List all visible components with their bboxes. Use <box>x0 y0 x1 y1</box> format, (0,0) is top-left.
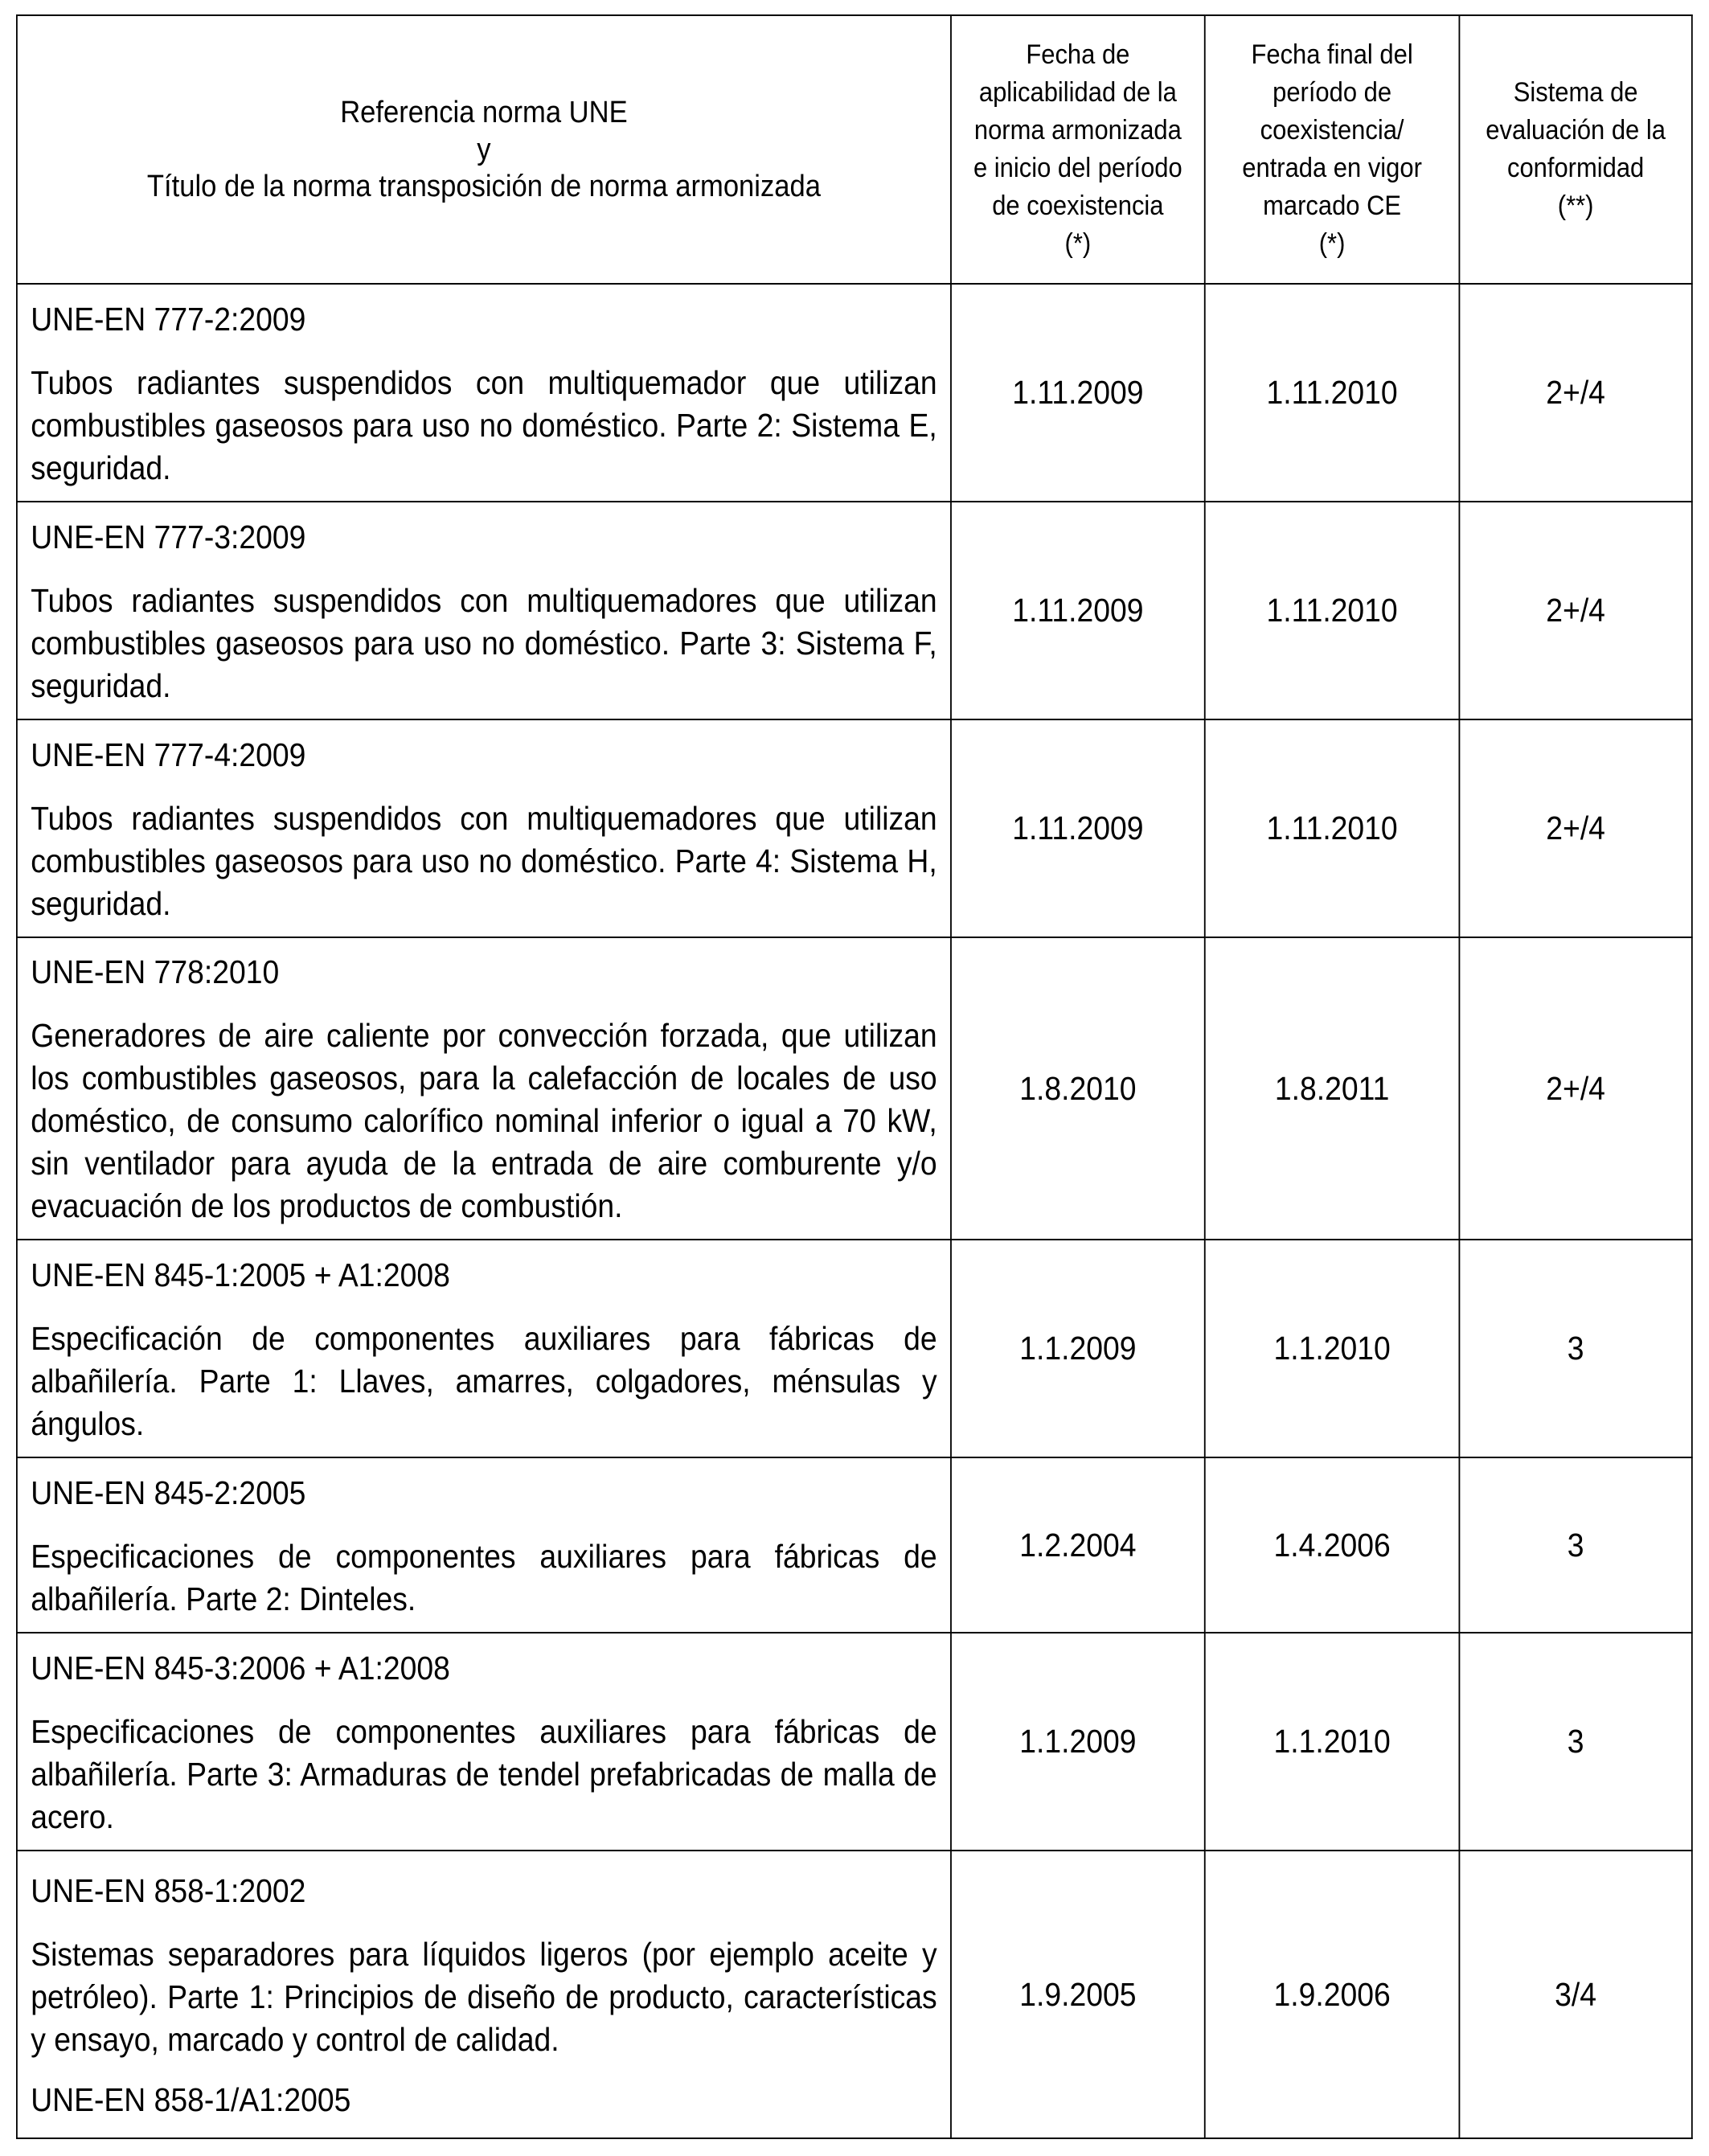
standard-code: UNE-EN 845-3:2006 + A1:2008 <box>31 1649 450 1687</box>
table-row <box>17 1851 1692 2138</box>
conformity-system: 2+/4 <box>1459 937 1691 1240</box>
standard-code: UNE-EN 858-1:2002 <box>31 1871 306 1909</box>
table-row <box>17 937 1692 1240</box>
header-applicability-footnote: (*) <box>1064 228 1092 259</box>
header-end-line: período de <box>1273 77 1392 108</box>
standard-code: UNE-EN 777-3:2009 <box>31 518 306 555</box>
applicability-date: 1.8.2010 <box>951 937 1205 1240</box>
header-row <box>17 15 1692 284</box>
table-row <box>17 284 1692 502</box>
header-reference <box>17 15 951 284</box>
end-date: 1.4.2006 <box>1205 1457 1460 1633</box>
header-system-line: evaluación de la <box>1486 115 1666 146</box>
applicability-date: 1.2.2004 <box>951 1457 1205 1633</box>
applicability-date: 1.11.2009 <box>951 719 1205 937</box>
standard-code: UNE-EN 845-2:2005 <box>31 1474 306 1511</box>
standard-amendment: UNE-EN 858-1/A1:2005 <box>31 2080 351 2118</box>
applicability-date: 1.1.2009 <box>951 1633 1205 1851</box>
conformity-system: 3 <box>1459 1240 1691 1457</box>
conformity-system: 2+/4 <box>1459 284 1691 502</box>
header-reference-line3: Título de la norma transposición de norma armonizada <box>146 170 821 203</box>
header-applicability-line: de coexistencia <box>992 191 1164 221</box>
standard-title: Especificaciones de componentes auxiliares para fábricas de albañilería. Parte 2: Dinteles. <box>31 1537 937 1617</box>
applicability-date: 1.1.2009 <box>951 1240 1205 1457</box>
standard-title: Generadores de aire caliente por convección forzada, que utilizan los combustibles gaseosos, para la calefacción de locales de uso doméstico, de consumo calorífico nominal inferior o igual a 70 kW, sin ventilador para ayuda de la entrada de aire comburente y/o evacuación de los productos de combustión. <box>31 1017 937 1224</box>
reference-cell <box>17 719 951 937</box>
header-system-line: conformidad <box>1506 153 1645 183</box>
header-applicability-line: e inicio del período <box>973 153 1182 183</box>
reference-cell <box>17 1851 951 2138</box>
end-date: 1.11.2010 <box>1205 719 1460 937</box>
standard-title: Sistemas separadores para líquidos ligeros (por ejemplo aceite y petróleo). Parte 1: Principios de diseño de producto, características y ensayo, marcado y control de calidad. <box>31 1935 937 2058</box>
header-end-date <box>1205 15 1460 284</box>
header-system-line: Sistema de <box>1513 77 1638 108</box>
applicability-date: 1.11.2009 <box>951 284 1205 502</box>
standard-title: Tubos radiantes suspendidos con multiquemadores que utilizan combustibles gaseosos para uso no doméstico. Parte 3: Sistema F, seguridad. <box>31 581 937 704</box>
header-system-footnote: (**) <box>1557 191 1594 221</box>
table-row <box>17 1633 1692 1851</box>
end-date: 1.8.2011 <box>1205 937 1460 1240</box>
standard-code: UNE-EN 778:2010 <box>31 953 280 990</box>
header-applicability-line: aplicabilidad de la <box>978 77 1177 108</box>
header-end-footnote: (*) <box>1318 228 1346 259</box>
header-conformity-system <box>1459 15 1691 284</box>
reference-cell <box>17 1240 951 1457</box>
header-end-line: entrada en vigor <box>1242 153 1422 183</box>
conformity-system: 3 <box>1459 1457 1691 1633</box>
header-applicability-line: norma armonizada <box>973 115 1182 146</box>
standard-code: UNE-EN 777-4:2009 <box>31 736 306 773</box>
applicability-date: 1.9.2005 <box>951 1851 1205 2138</box>
standard-title: Especificaciones de componentes auxiliares para fábricas de albañilería. Parte 3: Armaduras de tendel prefabricadas de malla de acero. <box>31 1712 937 1835</box>
standard-title: Tubos radiantes suspendidos con multiquemadores que utilizan combustibles gaseosos para uso no doméstico. Parte 4: Sistema H, seguridad. <box>31 799 937 922</box>
end-date: 1.1.2010 <box>1205 1633 1460 1851</box>
end-date: 1.9.2006 <box>1205 1851 1460 2138</box>
end-date: 1.1.2010 <box>1205 1240 1460 1457</box>
header-end-line: Fecha final del <box>1251 39 1413 70</box>
header-reference-line1: Referencia norma UNE <box>340 96 628 129</box>
conformity-system: 2+/4 <box>1459 719 1691 937</box>
reference-cell <box>17 937 951 1240</box>
reference-cell <box>17 502 951 719</box>
end-date: 1.11.2010 <box>1205 284 1460 502</box>
table-row <box>17 1457 1692 1633</box>
applicability-date: 1.11.2009 <box>951 502 1205 719</box>
conformity-system: 3/4 <box>1459 1851 1691 2138</box>
reference-cell <box>17 1633 951 1851</box>
table-row <box>17 502 1692 719</box>
standards-table <box>16 14 1693 2139</box>
table-row <box>17 719 1692 937</box>
standard-code: UNE-EN 845-1:2005 + A1:2008 <box>31 1256 450 1293</box>
conformity-system: 2+/4 <box>1459 502 1691 719</box>
header-applicability-date <box>951 15 1205 284</box>
header-reference-line2: y <box>477 133 491 166</box>
conformity-system: 3 <box>1459 1633 1691 1851</box>
header-applicability-line: Fecha de <box>1026 39 1130 70</box>
reference-cell <box>17 1457 951 1633</box>
standard-code: UNE-EN 777-2:2009 <box>31 300 306 338</box>
standard-title: Especificación de componentes auxiliares para fábricas de albañilería. Parte 1: Llaves, amarres, colgadores, ménsulas y ángulos. <box>31 1319 937 1442</box>
reference-cell <box>17 284 951 502</box>
header-end-line: marcado CE <box>1263 191 1402 221</box>
standard-title: Tubos radiantes suspendidos con multiquemador que utilizan combustibles gaseosos para uso no doméstico. Parte 2: Sistema E, seguridad. <box>31 363 937 486</box>
header-end-line: coexistencia/ <box>1260 115 1404 146</box>
end-date: 1.11.2010 <box>1205 502 1460 719</box>
table-row <box>17 1240 1692 1457</box>
